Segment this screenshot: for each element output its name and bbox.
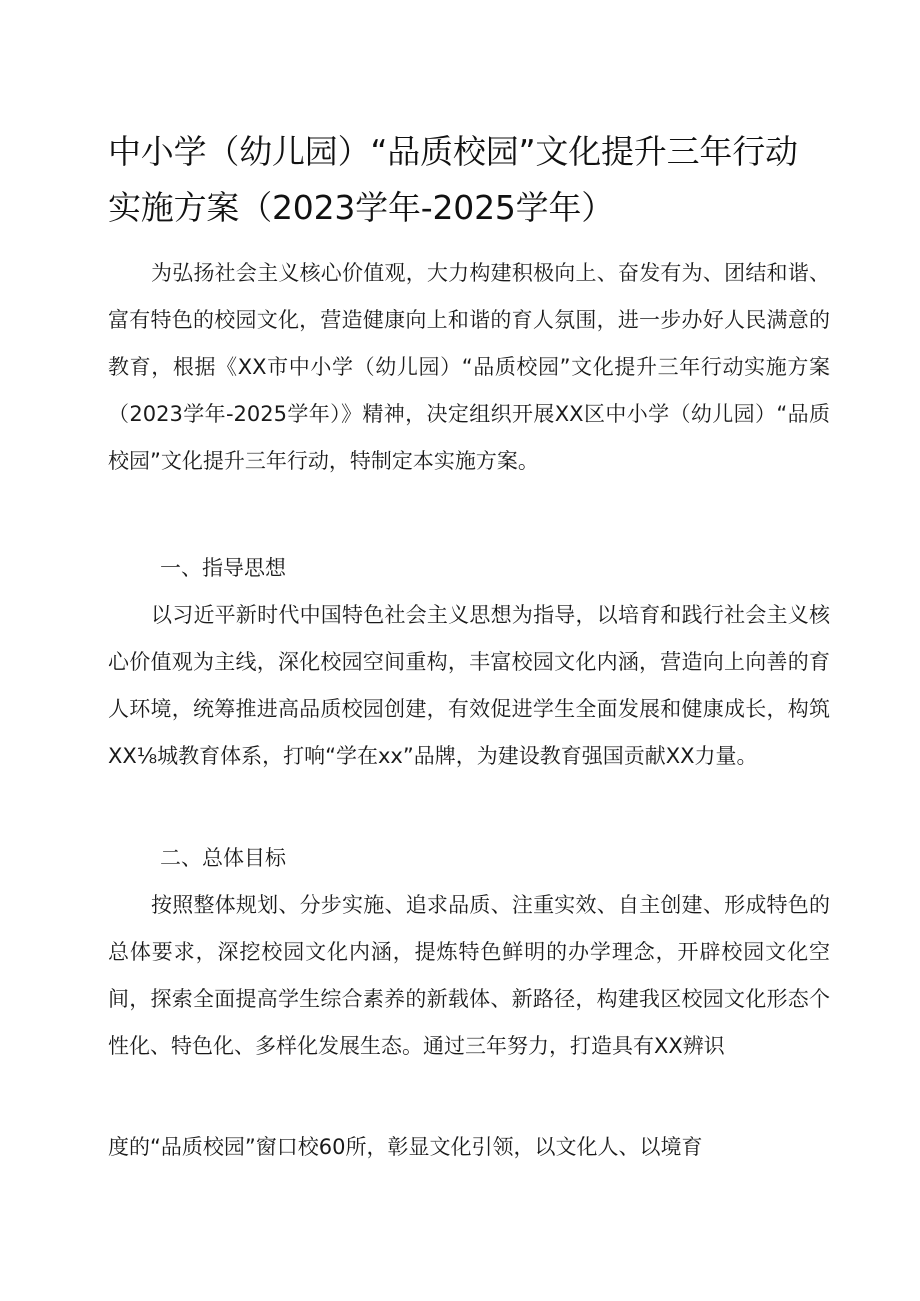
- section-heading-overall-goal: 二、总体目标: [160, 846, 286, 870]
- document-title: 中小学（幼儿园）“品质校园”文化提升三年行动实施方案（2023学年-2025学年）: [108, 132, 798, 227]
- guiding-ideology-paragraph: 以习近平新时代中国特色社会主义思想为指导，以培育和践行社会主义核心价值观为主线，深化校园空间重构，丰富校园文化内涵，营造向上向善的育人环境，统筹推进高品质校园创建，有效促进学生全面发展和健康成长，构筑XX⅛城教育体系，打响“学在xx”品牌，为建设教育强国贡献XX力量。: [108, 603, 830, 768]
- section-heading-guiding-ideology: 一、指导思想: [160, 556, 286, 580]
- overall-goal-continuation: 度的“品质校园”窗口校60所，彰显文化引领，以文化人、以境育: [108, 1135, 703, 1159]
- overall-goal-paragraph: 按照整体规划、分步实施、追求品质、注重实效、自主创建、形成特色的总体要求，深挖校园文化内涵，提炼特色鲜明的办学理念，开辟校园文化空间，探索全面提高学生综合素养的新载体、新路径，构建我区校园文化形态个性化、特色化、多样化发展生态。通过三年努力，打造具有XX辨识: [108, 893, 830, 1058]
- intro-paragraph: 为弘扬社会主义核心价值观，大力构建积极向上、奋发有为、团结和谐、富有特色的校园文化，营造健康向上和谐的育人氛围，进一步办好人民满意的教育，根据《XX市中小学（幼儿园）“品质校园”文化提升三年行动实施方案（2023学年-2025学年）》精神，决定组织开展XX区中小学（幼儿园）“品质校园”文化提升三年行动，特制定本实施方案。: [108, 261, 830, 473]
